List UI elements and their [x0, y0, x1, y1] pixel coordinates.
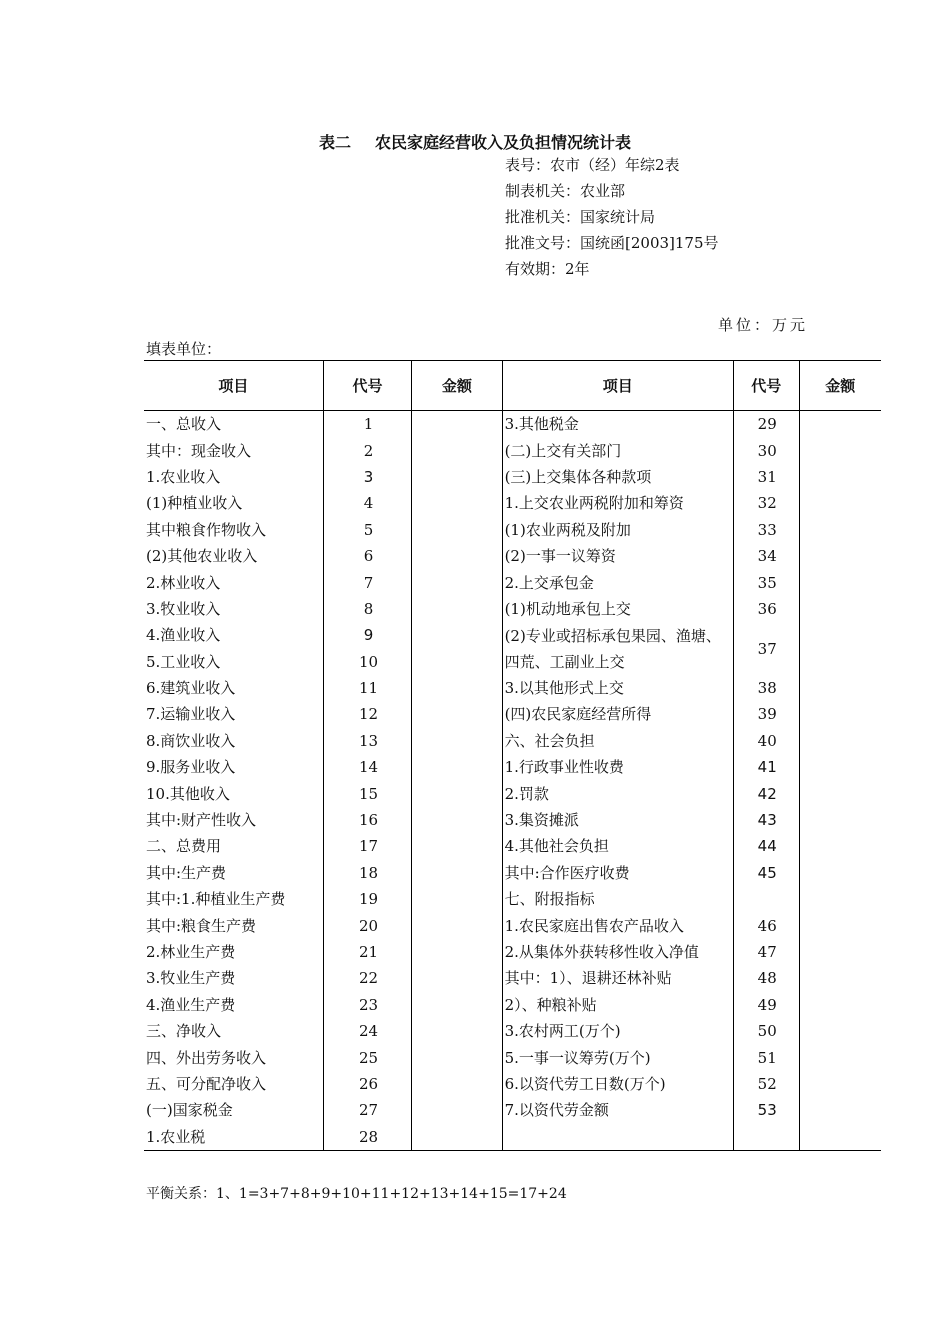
- table-row: [144, 1124, 881, 1151]
- table-row: [144, 411, 881, 438]
- row-amount-left: [412, 965, 502, 991]
- balance-note: 平衡关系：1、1=3+7+8+9+10+11+12+13+14+15=17+24: [146, 1186, 567, 1202]
- row-amount-right: [799, 886, 881, 912]
- row-amount-left: [412, 411, 502, 438]
- row-amount-left: [412, 622, 502, 648]
- row-amount-left: [412, 833, 502, 859]
- row-item-right: (四)农民家庭经营所得: [502, 701, 733, 727]
- row-item-right: 3.农村两工(万个): [502, 1018, 733, 1044]
- header-amount-left: 金额: [412, 361, 502, 411]
- row-amount-left: [412, 596, 502, 622]
- row-code-right: 40: [733, 728, 799, 754]
- header-amount-right: 金额: [799, 361, 881, 411]
- row-code-left: 23: [323, 992, 411, 1018]
- row-code-left: 13: [323, 728, 411, 754]
- row-amount-right: [799, 780, 881, 806]
- row-amount-left: [412, 728, 502, 754]
- row-item-right: (1)农业两税及附加: [502, 517, 733, 543]
- unit-label: 单位：万元: [718, 316, 809, 334]
- row-amount-left: [412, 912, 502, 938]
- row-item-left: 其中:粮食生产费: [144, 912, 323, 938]
- row-amount-right: [799, 939, 881, 965]
- form-approver: 批准机关：国家统计局: [505, 208, 656, 226]
- row-code-left: 11: [323, 675, 411, 701]
- row-code-left: 2: [323, 437, 411, 463]
- row-amount-left: [412, 464, 502, 490]
- row-amount-right: [799, 992, 881, 1018]
- row-amount-left: [412, 1071, 502, 1097]
- row-code-right: 42: [733, 780, 799, 806]
- row-item-left: 五、可分配净收入: [144, 1071, 323, 1097]
- row-amount-right: [799, 569, 881, 595]
- table-row: [144, 596, 881, 622]
- table-row: [144, 992, 881, 1018]
- row-item-right: 1.上交农业两税附加和筹资: [502, 490, 733, 516]
- row-amount-right: [799, 1018, 881, 1044]
- row-item-left: 5.工业收入: [144, 649, 323, 675]
- row-item-right: 5.一事一议筹劳(万个): [502, 1044, 733, 1070]
- row-item-right: 2）、种粮补贴: [502, 992, 733, 1018]
- row-code-right: 35: [733, 569, 799, 595]
- table-row: [144, 754, 881, 780]
- row-code-right: 41: [733, 754, 799, 780]
- row-item-left: 6.建筑业收入: [144, 675, 323, 701]
- row-code-left: 10: [323, 649, 411, 675]
- row-item-left: 其中:生产费: [144, 860, 323, 886]
- row-amount-right: [799, 833, 881, 859]
- row-item-right: 七、附报指标: [502, 886, 733, 912]
- table-row: [144, 517, 881, 543]
- row-item-left: 7.运输业收入: [144, 701, 323, 727]
- row-item-left: (1)种植业收入: [144, 490, 323, 516]
- row-code-right: 30: [733, 437, 799, 463]
- row-amount-right: [799, 411, 881, 438]
- row-item-left: 1.农业收入: [144, 464, 323, 490]
- row-item-left: 3.牧业收入: [144, 596, 323, 622]
- row-item-right: 2.从集体外获转移性收入净值: [502, 939, 733, 965]
- row-item-left: 9.服务业收入: [144, 754, 323, 780]
- row-code-left: 3: [323, 464, 411, 490]
- row-code-right: 37: [733, 622, 799, 675]
- table-row: [144, 860, 881, 886]
- row-amount-left: [412, 1124, 502, 1151]
- table-header-row: [144, 361, 881, 411]
- row-amount-left: [412, 490, 502, 516]
- row-code-right: 31: [733, 464, 799, 490]
- row-amount-left: [412, 1018, 502, 1044]
- row-amount-right: [799, 464, 881, 490]
- table-row: [144, 833, 881, 859]
- row-amount-right: [799, 860, 881, 886]
- row-item-left: (2)其他农业收入: [144, 543, 323, 569]
- row-amount-left: [412, 1044, 502, 1070]
- row-item-right: 3.以其他形式上交: [502, 675, 733, 701]
- table-row: [144, 490, 881, 516]
- row-item-right: 3.其他税金: [502, 411, 733, 438]
- row-code-left: 14: [323, 754, 411, 780]
- row-amount-right: [799, 728, 881, 754]
- row-code-left: 5: [323, 517, 411, 543]
- row-item-left: 其中:1.种植业生产费: [144, 886, 323, 912]
- header-code-left: 代号: [323, 361, 411, 411]
- row-item-right: 7.以资代劳金额: [502, 1097, 733, 1123]
- row-item-left: 2.林业生产费: [144, 939, 323, 965]
- row-code-left: 17: [323, 833, 411, 859]
- row-code-right: [733, 886, 799, 912]
- row-item-right: 其中:合作医疗收费: [502, 860, 733, 886]
- row-amount-right: [799, 1097, 881, 1123]
- row-amount-left: [412, 780, 502, 806]
- row-code-left: 1: [323, 411, 411, 438]
- form-meta: [505, 152, 745, 282]
- table-row: [144, 464, 881, 490]
- row-item-right: 1.行政事业性收费: [502, 754, 733, 780]
- row-item-right: 2.上交承包金: [502, 569, 733, 595]
- row-code-right: 53: [733, 1097, 799, 1123]
- row-code-left: 7: [323, 569, 411, 595]
- row-item-left: 2.林业收入: [144, 569, 323, 595]
- row-item-right: 1.农民家庭出售农产品收入: [502, 912, 733, 938]
- row-item-right: (二)上交有关部门: [502, 437, 733, 463]
- table-row: [144, 939, 881, 965]
- row-code-right: 43: [733, 807, 799, 833]
- title-main: 农民家庭经营收入及负担情况统计表: [375, 133, 632, 152]
- row-amount-left: [412, 649, 502, 675]
- row-code-left: 26: [323, 1071, 411, 1097]
- table-row: [144, 780, 881, 806]
- row-code-right: [733, 1124, 799, 1151]
- row-amount-left: [412, 807, 502, 833]
- table-row: [144, 1097, 881, 1123]
- row-item-left: 其中粮食作物收入: [144, 517, 323, 543]
- row-item-right: 4.其他社会负担: [502, 833, 733, 859]
- row-item-left: 二、总费用: [144, 833, 323, 859]
- table-row: [144, 965, 881, 991]
- row-amount-left: [412, 517, 502, 543]
- row-item-left: 4.渔业收入: [144, 622, 323, 648]
- row-item-left: 三、净收入: [144, 1018, 323, 1044]
- row-amount-right: [799, 543, 881, 569]
- row-code-right: 49: [733, 992, 799, 1018]
- row-code-left: 20: [323, 912, 411, 938]
- row-item-left: 一、总收入: [144, 411, 323, 438]
- row-item-right: (三)上交集体各种款项: [502, 464, 733, 490]
- row-code-right: 48: [733, 965, 799, 991]
- row-code-right: 46: [733, 912, 799, 938]
- table-row: [144, 1018, 881, 1044]
- row-amount-right: [799, 701, 881, 727]
- row-item-right: (2)专业或招标承包果园、渔塘、四荒、工副业上交: [502, 622, 733, 675]
- table-row: [144, 675, 881, 701]
- row-item-left: 8.商饮业收入: [144, 728, 323, 754]
- row-amount-left: [412, 939, 502, 965]
- row-item-right: (1)机动地承包上交: [502, 596, 733, 622]
- header-item-right: 项目: [502, 361, 733, 411]
- row-item-left: 其中：现金收入: [144, 437, 323, 463]
- row-code-left: 25: [323, 1044, 411, 1070]
- form-validity: 有效期：2年: [505, 260, 590, 278]
- row-code-right: 29: [733, 411, 799, 438]
- row-amount-right: [799, 807, 881, 833]
- row-amount-right: [799, 1071, 881, 1097]
- filler-unit-label: 填表单位：: [146, 340, 222, 358]
- stats-table: [144, 360, 881, 1151]
- row-amount-right: [799, 437, 881, 463]
- row-amount-left: [412, 860, 502, 886]
- row-code-left: 9: [323, 622, 411, 648]
- row-item-right: 2.罚款: [502, 780, 733, 806]
- row-amount-right: [799, 1044, 881, 1070]
- table-title: [0, 130, 950, 153]
- row-amount-right: [799, 490, 881, 516]
- row-code-left: 19: [323, 886, 411, 912]
- row-amount-left: [412, 701, 502, 727]
- row-code-left: 18: [323, 860, 411, 886]
- row-amount-left: [412, 543, 502, 569]
- row-item-left: 3.牧业生产费: [144, 965, 323, 991]
- table-row: [144, 543, 881, 569]
- row-item-right: 6.以资代劳工日数(万个): [502, 1071, 733, 1097]
- row-code-left: 8: [323, 596, 411, 622]
- row-code-left: 28: [323, 1124, 411, 1151]
- row-amount-right: [799, 622, 881, 675]
- title-prefix: 表二: [318, 133, 351, 152]
- row-code-right: 52: [733, 1071, 799, 1097]
- table-row: [144, 622, 881, 648]
- form-number: 表号：农市（经）年综2表: [505, 156, 680, 174]
- table-row: [144, 807, 881, 833]
- row-code-left: 22: [323, 965, 411, 991]
- row-code-right: 44: [733, 833, 799, 859]
- row-code-left: 15: [323, 780, 411, 806]
- row-code-right: 47: [733, 939, 799, 965]
- row-amount-left: [412, 437, 502, 463]
- row-item-left: 四、外出劳务收入: [144, 1044, 323, 1070]
- row-amount-right: [799, 517, 881, 543]
- table-row: [144, 1071, 881, 1097]
- row-amount-right: [799, 596, 881, 622]
- row-code-right: 50: [733, 1018, 799, 1044]
- row-item-left: 其中:财产性收入: [144, 807, 323, 833]
- row-amount-left: [412, 886, 502, 912]
- row-code-right: 39: [733, 701, 799, 727]
- row-amount-left: [412, 675, 502, 701]
- row-item-left: 4.渔业生产费: [144, 992, 323, 1018]
- table-row: [144, 701, 881, 727]
- table-row: [144, 569, 881, 595]
- row-code-left: 27: [323, 1097, 411, 1123]
- row-code-right: 32: [733, 490, 799, 516]
- row-amount-right: [799, 965, 881, 991]
- row-code-left: 24: [323, 1018, 411, 1044]
- row-item-right: 3.集资摊派: [502, 807, 733, 833]
- table-body: [144, 411, 881, 1151]
- row-amount-left: [412, 569, 502, 595]
- form-agency: 制表机关：农业部: [505, 182, 626, 200]
- row-amount-right: [799, 912, 881, 938]
- row-amount-left: [412, 1097, 502, 1123]
- table-row: [144, 1044, 881, 1070]
- row-code-left: 4: [323, 490, 411, 516]
- row-code-right: 38: [733, 675, 799, 701]
- table-row: [144, 886, 881, 912]
- form-approval-number: 批准文号：国统函[2003]175号: [505, 234, 719, 252]
- row-item-right: 其中：1）、退耕还林补贴: [502, 965, 733, 991]
- row-code-right: 45: [733, 860, 799, 886]
- row-amount-left: [412, 992, 502, 1018]
- row-amount-right: [799, 754, 881, 780]
- row-code-left: 21: [323, 939, 411, 965]
- row-code-right: 36: [733, 596, 799, 622]
- row-amount-right: [799, 1124, 881, 1151]
- table-row: [144, 728, 881, 754]
- row-code-right: 33: [733, 517, 799, 543]
- table-row: [144, 437, 881, 463]
- row-item-right: 六、社会负担: [502, 728, 733, 754]
- header-item-left: 项目: [144, 361, 323, 411]
- header-code-right: 代号: [733, 361, 799, 411]
- row-code-left: 12: [323, 701, 411, 727]
- row-code-left: 16: [323, 807, 411, 833]
- row-amount-left: [412, 754, 502, 780]
- row-item-left: (一)国家税金: [144, 1097, 323, 1123]
- row-item-right: [502, 1124, 733, 1151]
- row-item-right: (2)一事一议筹资: [502, 543, 733, 569]
- row-item-left: 1.农业税: [144, 1124, 323, 1151]
- row-code-left: 6: [323, 543, 411, 569]
- row-amount-right: [799, 675, 881, 701]
- row-code-right: 34: [733, 543, 799, 569]
- row-item-left: 10.其他收入: [144, 780, 323, 806]
- table-row: [144, 912, 881, 938]
- row-code-right: 51: [733, 1044, 799, 1070]
